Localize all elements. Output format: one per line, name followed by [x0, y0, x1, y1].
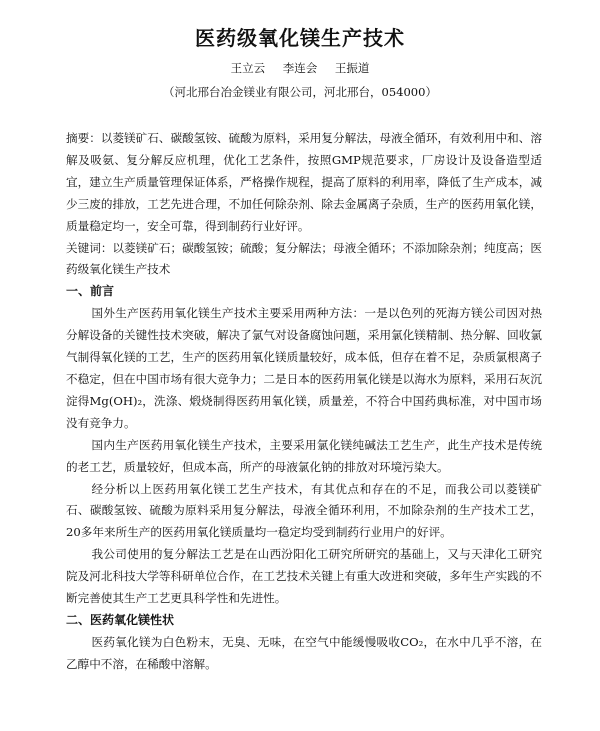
article-authors: 王立云 李连会 王振道	[230, 61, 370, 75]
article-title: 医药级氧化镁生产技术	[195, 26, 405, 50]
section-heading-properties: 二、医药氧化镁性状	[66, 612, 175, 627]
article-affiliation: （河北邢台冶金镁业有限公司，河北邢台，054000）	[163, 85, 437, 99]
article-body	[66, 128, 542, 676]
body-paragraph: 国外生产医药用氧化镁生产技术主要采用两种方法：一是以色列的死海方镁公司因对热分解设备的关键性技术突破，解决了氯气对设备腐蚀问题，采用氯化镁精制、热分解、回收氯气制得氧化镁的工艺，生产的医药用氧化镁质量较好，成本低，但存在着不足，杂质氯根离子不稳定，但在中国市场有很大竞争力；二是日本的医药用氧化镁是以海水为原料，采用石灰沉淀得Mg(OH)₂，洗涤、煅烧制得医药用氧化镁，质量差，不符合中国药典标准，对中国市场没有竞争力。	[66, 306, 542, 430]
body-paragraph: 国内生产医药用氧化镁生产技术，主要采用氯化镁纯碱法工艺生产，此生产技术是传统的老工艺，质量较好，但成本高，所产的母液氯化钠的排放对环境污染大。	[66, 437, 542, 474]
body-paragraph: 我公司使用的复分解法工艺是在山西汾阳化工研究所研究的基础上，又与天津化工研究院及河北科技大学等科研单位合作，在工艺技术关键上有重大改进和突破，多年生产实践的不断完善使其生产工艺更具科学性和先进性。	[66, 547, 542, 606]
body-paragraph: 医药氧化镁为白色粉末，无臭、无味，在空气中能缓慢吸收CO₂，在水中几乎不溶，在乙醇中不溶，在稀酸中溶解。	[66, 634, 542, 671]
keywords-paragraph: 关键词：以菱镁矿石；碳酸氢铵；硫酸；复分解法；母液全循环；不添加除杂剂；纯度高；医药级氧化镁生产技术	[66, 240, 542, 277]
abstract-paragraph: 摘要：以菱镁矿石、碳酸氢铵、硫酸为原料，采用复分解法，母液全循环，有效利用中和、溶解及吸氨、复分解反应机理，优化工艺条件，按照GMP规范要求，厂房设计及设备造型适宜，建立生产质量管理保证体系，严格操作规程，提高了原料的利用率，降低了生产成本，减少三废的排放，工艺先进合理，不加任何除杂剂、除去金属离子杂质，生产的医药用氧化镁，质量稳定均一，安全可靠，得到制药行业好评。	[66, 131, 542, 233]
section-heading-introduction: 一、前言	[66, 284, 115, 299]
body-paragraph: 经分析以上医药用氧化镁工艺生产技术，有其优点和存在的不足，而我公司以菱镁矿石、碳酸氢铵、硫酸为原料采用复分解法，母液全循环利用，不加除杂剂的生产技术工艺，20多年来所生产的医药用氧化镁质量均一稳定均受到制药行业用户的好评。	[66, 481, 542, 540]
